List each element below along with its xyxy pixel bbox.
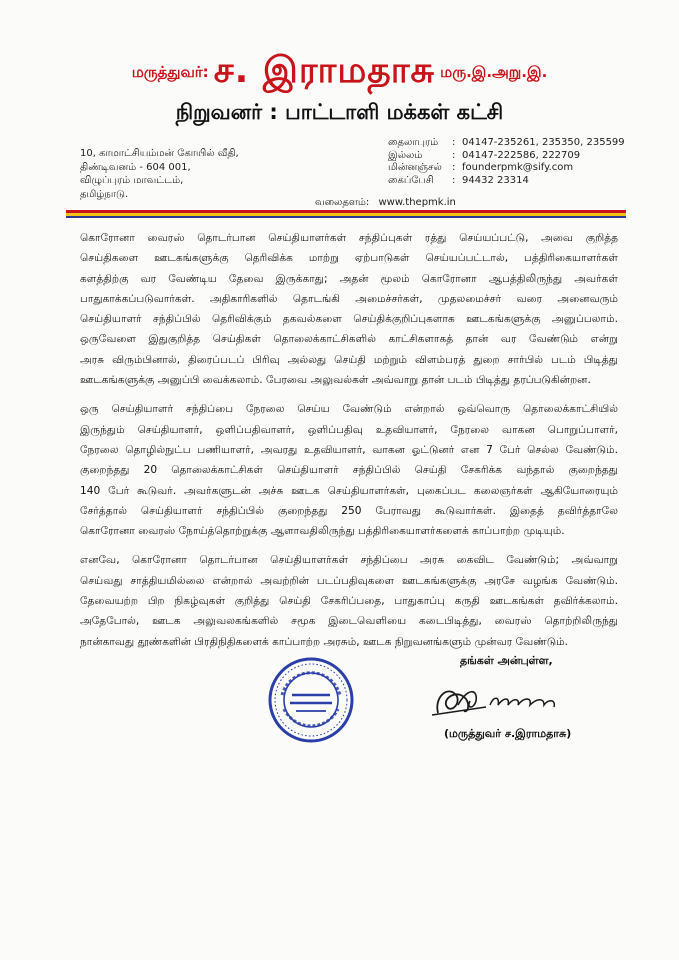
contact-separator: : <box>452 149 456 161</box>
contact-value: 04147-235261, 235350, 235599 <box>462 137 625 148</box>
letterhead-name-line <box>0 50 679 100</box>
body-line: செய்வது சாத்தியமில்லை என்றால் அவற்றின் படப்பதிவுகளை ஊடகங்களுக்கு அரசே வழங்க வேண்டும். <box>80 574 618 587</box>
handwritten-signature <box>428 675 578 725</box>
body-line: ஒருவேளை இதுகுறித்த செய்திகள் தொலைக்காட்சிகளில் காட்சிகளாகத் தான் வர வேண்டும் என்று <box>80 333 618 346</box>
website-value: www.thepmk.in <box>378 197 456 208</box>
body-line: நான்காவது தூண்களின் பிரதிநிதிகளைக் காப்பாற்ற அரசும், ஊடக நிறுவனங்களும் முன்வர வேண்டும். <box>80 635 569 648</box>
address-line: 10, காமாட்சியம்மன் கோயில் வீதி, <box>80 148 239 159</box>
website-label: வலைதளம்: <box>315 197 370 208</box>
address-block <box>80 147 239 201</box>
address-line: விழுப்புரம் மாவட்டம், <box>80 175 184 186</box>
body-line: அதேபோல், ஊடக அலுவலகங்களில் சமூக இடைவெளியை கடைபிடித்து, வைரஸ் தொற்றிலிருந்து <box>80 615 618 628</box>
contact-label: மின்னஞ்சல் <box>388 162 442 173</box>
address-line: திண்டிவனம் - 604 001, <box>80 161 191 173</box>
body-paragraph <box>80 550 618 651</box>
body-line: தேவையற்ற பிற நிகழ்வுகள் குறித்து செய்தி சேகரிப்பதை, பாதுகாப்பு கருதி ஊடகங்கள் தவிர்க்கலாம். <box>80 595 618 608</box>
closing-salutation: தங்கள் அன்புள்ள, <box>460 654 553 667</box>
contact-value: founderpmk@sify.com <box>462 162 574 173</box>
website-line <box>315 197 456 209</box>
contact-block <box>388 137 625 187</box>
title-prefix: மருத்துவர்: <box>131 63 209 81</box>
signer-name: (மருத்துவர் ச.இராமதாசு) <box>444 727 572 740</box>
contact-label: இல்லம் <box>388 149 423 161</box>
body-line: பாதுகாக்கப்படுவார்கள். அதிகாரிகளில் தொடங்கி அமைச்சர்கள், முதலமைச்சர் வரை அனைவரும் <box>80 292 618 305</box>
founder-line: நிறுவனர் : பாட்டாளி மக்கள் கட்சி <box>175 100 504 124</box>
body-line: களத்திற்கு வர வேண்டிய தேவை இருக்காது; அதன் மூலம் கொரோனா ஆபத்திலிருந்து அவர்கள் <box>80 272 618 285</box>
body-line: ஊடகங்களுக்கு அனுப்பி வைக்கலாம். பேரவை அலுவல்கள் அவ்வாறு தான் படம் பிடித்து தரப்படுகின்றன. <box>80 374 591 387</box>
body-line: கொரோனா வைரஸ் நோய்த்தொற்றுக்கு ஆளாவதிலிருந்து பத்திரிகையாளர்களைக் காப்பாற்ற முடியும். <box>80 525 565 538</box>
body-line: செய்திகளை ஊடகங்களுக்கு தெரிவிக்க மாற்று ஏற்பாடுகள் செய்யப்பட்டால், பத்திரிகையாளர்கள் <box>80 252 618 265</box>
body-line: ஒரு செய்தியாளர் சந்திப்பை நேரலை செய்ய வேண்டும் என்றால் ஒவ்வொரு தொலைக்காட்சியில் <box>80 403 618 416</box>
body-line: அரசு விரும்பினால், திரைப்படப் பிரிவு அல்லது செய்தி மற்றும் விளம்பரத் துறை சார்பில் படம் பிடித்து <box>80 353 618 366</box>
contact-row <box>388 137 625 150</box>
body-line: கொரோனா வைரஸ் தொடர்பான செய்தியாளர்கள் சந்திப்புகள் ரத்து செய்யப்பட்டு, அவை குறித்த <box>80 232 618 244</box>
contact-row <box>388 150 625 163</box>
body-paragraph <box>80 228 618 390</box>
party-seal-stamp <box>266 655 356 745</box>
contact-row <box>388 162 625 175</box>
contact-row <box>388 175 625 188</box>
body-line: குறைந்தது 20 தொலைக்காட்சிகள் செய்தியாளர் சந்திப்பில் செய்தி சேகரிக்க வந்தால் குறைந்தது <box>80 464 618 477</box>
contact-value: 04147-222586, 222709 <box>462 149 581 161</box>
divider-blue <box>66 216 626 218</box>
body-line: நேரலை தொழில்நுட்ப பணியாளர், அவரது உதவியாளர், வாகன ஓட்டுனர் என 7 பேர் செல்ல வேண்டும். <box>80 443 618 456</box>
body-line: இருந்தும் செய்தியாளர், ஒளிப்பதிவாளர், ஒளிப்பதிவு உதவியாளர், நேரலை வாகன பொறுப்பாளர், <box>80 423 618 436</box>
body-line: 140 பேர் கூடுவர். அவர்களுடன் அச்சு ஊடக செய்தியாளர்கள், புகைப்பட கலைஞர்கள் ஆகியோரையும் <box>80 484 618 497</box>
degree: மரு.இ.அறு.இ. <box>440 63 548 81</box>
body-paragraph <box>80 399 618 541</box>
contact-label: தைலாபுரம் <box>388 137 439 148</box>
address-line: தமிழ்நாடு. <box>80 188 129 200</box>
letter-body <box>80 228 618 661</box>
contact-separator: : <box>452 174 456 186</box>
body-line: செய்தியாளர் சந்திப்பில் தெரிவிக்கும் தகவல்களை செய்திக்குறிப்புகளாக ஊடகங்களுக்கு அனுப்பலாம். <box>80 313 618 326</box>
body-line: சேர்த்தால் செய்தியாளர் சந்திப்பில் குறைந்தது 250 பேராவது கூடுவார்கள். இதைத் தவிர்த்தாலே <box>80 504 618 517</box>
body-line: எனவே, கொரோனா தொடர்பான செய்தியாளர்கள் சந்திப்பை அரசு கைவிட வேண்டும்; அவ்வாறு <box>80 554 618 567</box>
contact-value: 94432 23314 <box>462 174 529 186</box>
contact-label: கைப்பேசி <box>388 174 434 186</box>
contact-separator: : <box>452 137 456 148</box>
letterhead-name: ச. இராமதாசு <box>213 50 436 91</box>
contact-separator: : <box>452 162 456 173</box>
